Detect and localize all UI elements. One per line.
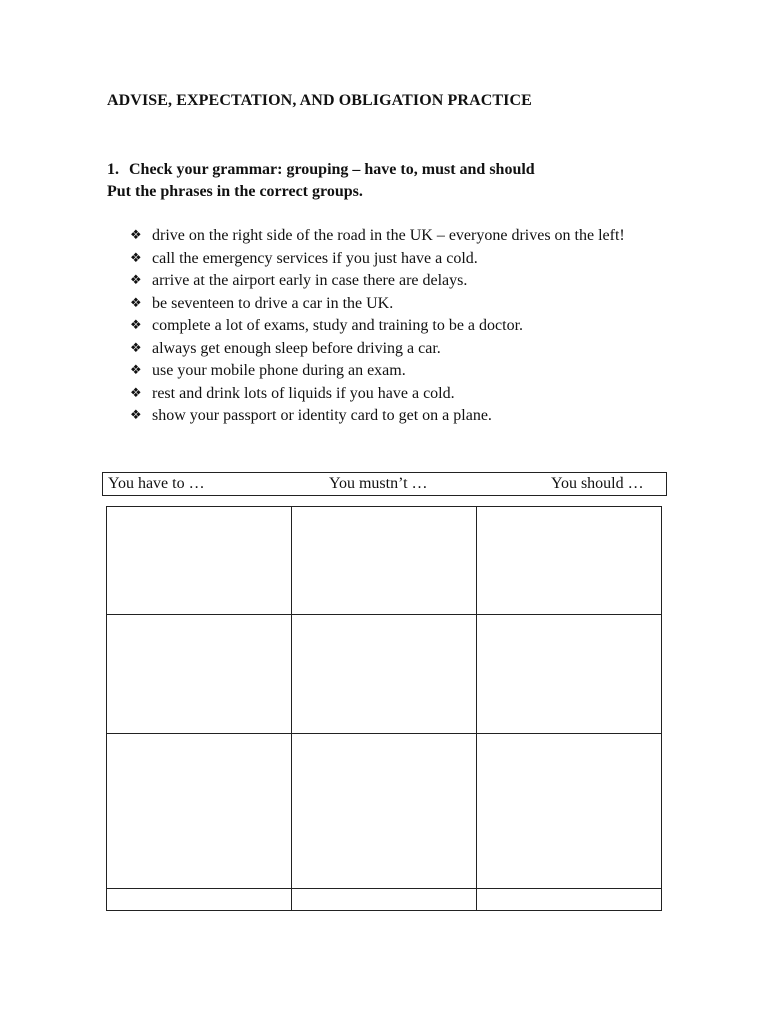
grid-cell-mustnt[interactable] <box>292 615 477 734</box>
diamond-bullet-icon: ❖ <box>130 250 142 266</box>
grid-cell-should[interactable] <box>477 507 662 615</box>
grouping-grid <box>106 506 662 911</box>
grid-cell-should[interactable] <box>477 734 662 889</box>
grid-cell-have-to[interactable] <box>107 734 292 889</box>
phrase-item <box>130 315 650 338</box>
phrase-text: complete a lot of exams, study and training to be a doctor. <box>152 317 524 334</box>
grid-cell-mustnt[interactable] <box>292 734 477 889</box>
phrase-item <box>130 405 650 428</box>
phrase-text: use your mobile phone during an exam. <box>152 362 406 379</box>
diamond-bullet-icon: ❖ <box>130 318 142 333</box>
section-title: Check your grammar: grouping – have to, must and should <box>129 161 535 178</box>
grid-cell-mustnt[interactable] <box>292 507 477 615</box>
phrase-item <box>130 338 650 361</box>
grid-cell-have-to[interactable] <box>107 889 292 911</box>
section-title-line <box>107 159 535 181</box>
diamond-bullet-icon: ❖ <box>130 408 142 423</box>
grid-cell-should[interactable] <box>477 889 662 911</box>
grid-row <box>107 734 662 889</box>
phrase-text: show your passport or identity card to get on a plane. <box>152 407 492 424</box>
phrase-text: always get enough sleep before driving a car. <box>152 339 441 357</box>
section-number: 1. <box>107 161 119 178</box>
grid-cell-should[interactable] <box>477 615 662 734</box>
phrase-item <box>130 225 650 248</box>
diamond-bullet-icon: ❖ <box>130 228 142 243</box>
section-instruction: Put the phrases in the correct groups. <box>107 183 363 200</box>
phrase-item <box>130 293 650 316</box>
diamond-bullet-icon: ❖ <box>130 295 142 311</box>
grid-row <box>107 889 662 911</box>
page-title: ADVISE, EXPECTATION, AND OBLIGATION PRACTICE <box>107 92 532 109</box>
grid-cell-mustnt[interactable] <box>292 889 477 911</box>
column-header-should: You should … <box>551 475 644 492</box>
phrase-text: be seventeen to drive a car in the UK. <box>152 294 394 312</box>
phrase-item <box>130 383 650 406</box>
section-heading <box>107 159 535 203</box>
column-header-mustnt: You mustn’t … <box>329 475 428 492</box>
grid-row <box>107 615 662 734</box>
column-header-have-to: You have to … <box>108 475 205 492</box>
grid-cell-have-to[interactable] <box>107 507 292 615</box>
phrase-text: rest and drink lots of liquids if you have a cold. <box>152 384 455 402</box>
phrase-text: arrive at the airport early in case there are delays. <box>152 272 468 289</box>
phrase-item <box>130 248 650 271</box>
diamond-bullet-icon: ❖ <box>130 340 142 356</box>
phrase-item <box>130 270 650 293</box>
grid-cell-have-to[interactable] <box>107 615 292 734</box>
grid-row <box>107 507 662 615</box>
diamond-bullet-icon: ❖ <box>130 273 142 288</box>
phrase-list <box>130 225 650 428</box>
diamond-bullet-icon: ❖ <box>130 363 142 378</box>
phrase-text: drive on the right side of the road in the UK – everyone drives on the left! <box>152 227 625 244</box>
phrase-text: call the emergency services if you just have a cold. <box>152 249 478 267</box>
column-header-box <box>102 472 667 496</box>
diamond-bullet-icon: ❖ <box>130 385 142 401</box>
phrase-item <box>130 360 650 383</box>
